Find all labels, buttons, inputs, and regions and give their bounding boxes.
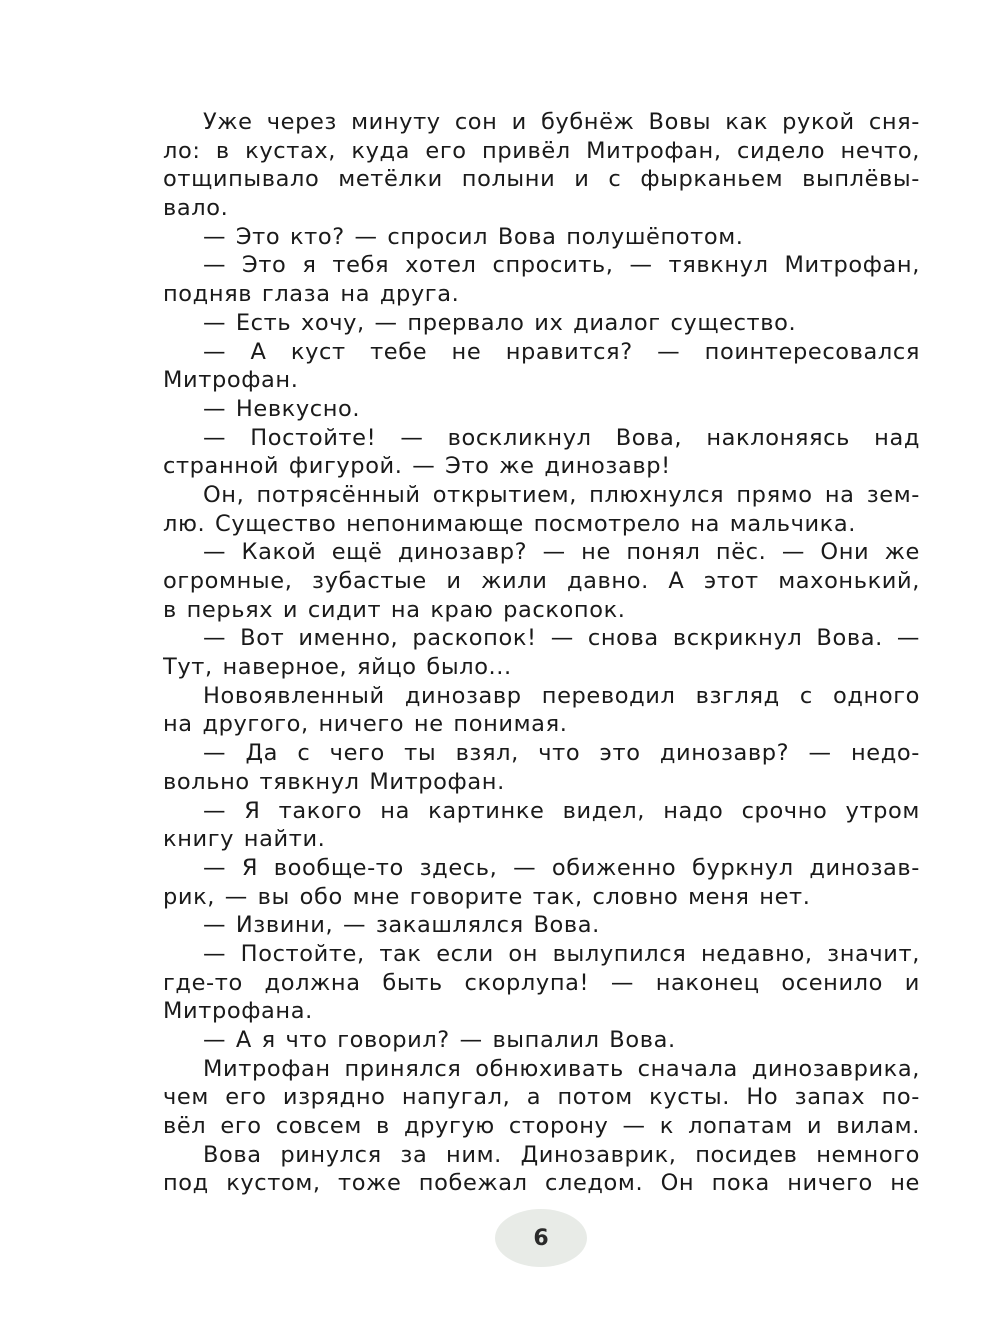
text-line: где-то должна быть скорлупа! — наконец осенило и (163, 969, 920, 996)
page-number: 6 (495, 1209, 587, 1267)
text-line: огромные, зубастые и жили давно. А этот махонький, (163, 568, 920, 594)
text-line: чем его изрядно напугал, а потом кусты. Но запах по- (163, 1084, 920, 1111)
text-line: вольно тявкнул Митрофан. (163, 768, 505, 795)
text-line: вёл его совсем в другую сторону — к лопатам и вилам. (163, 1113, 920, 1140)
text-line: на другого, ничего не понимая. (163, 711, 568, 738)
text-line: — Постойте, так если он вылупился недавно, значит, (203, 940, 920, 967)
text-line: — Постойте! — воскликнул Вова, наклоняясь над (203, 424, 920, 451)
text-line: — Есть хочу, — прервало их диалог существо. (203, 309, 797, 336)
text-line: — Невкусно. (203, 395, 361, 422)
text-line: Митрофана. (163, 998, 313, 1025)
text-line: подняв глаза на друга. (163, 281, 460, 308)
text-line: — Это кто? — спросил Вова полушёпотом. (203, 223, 744, 250)
body-text (163, 108, 920, 1198)
text-line: — А я что говорил? — выпалил Вова. (203, 1027, 676, 1053)
text-line: — Вот именно, раскопок! — снова вскрикнул Вова. — (203, 625, 920, 652)
text-line: — Какой ещё динозавр? — не понял пёс. — Они же (203, 539, 920, 566)
text-line: книгу найти. (163, 826, 326, 853)
text-line: лю. Существо непонимающе посмотрело на мальчика. (163, 510, 857, 537)
text-line: Он, потрясённый открытием, плюхнулся прямо на зем- (203, 481, 920, 508)
text-line: отщипывало метёлки полыни и с фырканьем выплёвы- (163, 166, 920, 193)
text-line: — А куст тебе не нравится? — поинтересовался (203, 338, 920, 365)
text-line: рик, — вы обо мне говорите так, словно меня нет. (163, 883, 811, 910)
text-line: — Это я тебя хотел спросить, — тявкнул Митрофан, (203, 252, 920, 279)
text-line: ло: в кустах, куда его привёл Митрофан, сидело нечто, (163, 137, 920, 164)
text-line: под кустом, тоже побежал следом. Он пока ничего не (163, 1170, 920, 1197)
text-line: в перьях и сидит на краю раскопок. (163, 596, 626, 623)
text-line: Уже через минуту сон и бубнёж Вовы как рукой сня- (203, 109, 920, 135)
text-line: Вова ринулся за ним. Динозаврик, посидев немного (203, 1141, 920, 1168)
text-line: — Я вообще-то здесь, — обиженно буркнул динозав- (203, 854, 920, 881)
text-line: Тут, наверное, яйцо было... (163, 654, 512, 681)
text-line: странной фигурой. — Это же динозавр! (163, 453, 671, 480)
text-line: вало. (163, 195, 229, 222)
text-line: Новоявленный динозавр переводил взгляд с одного (203, 682, 920, 709)
text-line: — Да с чего ты взял, что это динозавр? — недо- (203, 740, 920, 767)
text-line: — Извини, — закашлялся Вова. (203, 912, 600, 939)
text-line: Митрофан. (163, 367, 299, 394)
text-line: Митрофан принялся обнюхивать сначала динозаврика, (203, 1055, 920, 1082)
text-line: — Я такого на картинке видел, надо срочно утром (203, 797, 920, 824)
